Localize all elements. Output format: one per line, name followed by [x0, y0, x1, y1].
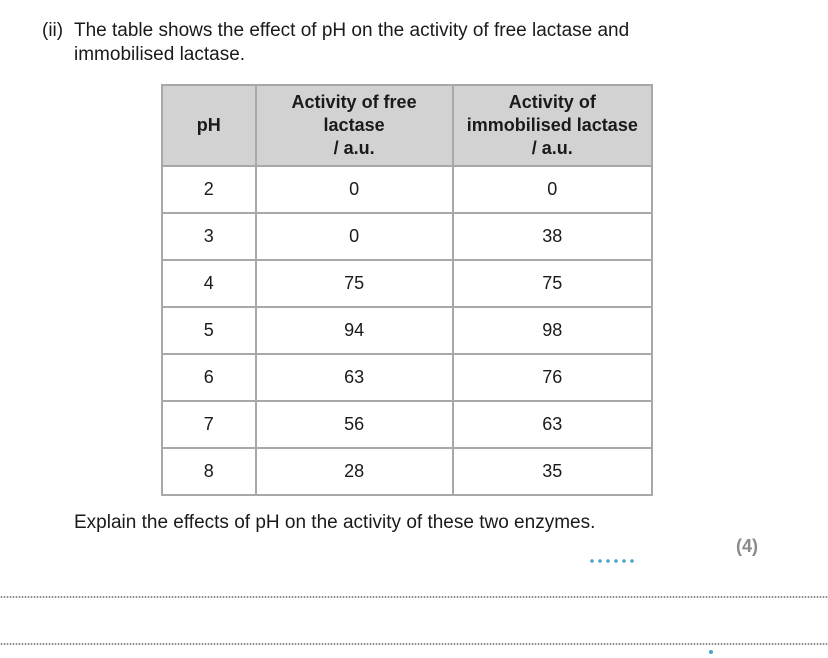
answer-line[interactable] — [0, 643, 828, 645]
cell-ph: 6 — [162, 354, 256, 401]
header-free-lactase — [256, 85, 453, 166]
question-prompt: Explain the effects of pH on the activity of these two enzymes. — [74, 512, 596, 533]
table-row — [162, 307, 652, 354]
header-immobilised-line-3: / a.u. — [531, 138, 573, 158]
cell-free-activity: 28 — [256, 448, 453, 495]
cell-free-activity: 56 — [256, 401, 453, 448]
cell-immobilised-activity: 75 — [453, 260, 652, 307]
cell-free-activity: 94 — [256, 307, 453, 354]
cell-immobilised-activity: 63 — [453, 401, 652, 448]
cell-ph: 3 — [162, 213, 256, 260]
header-immobilised-lactase — [453, 85, 652, 166]
cell-free-activity: 0 — [256, 213, 453, 260]
cell-ph: 8 — [162, 448, 256, 495]
dotted-marker — [588, 558, 636, 564]
cell-free-activity: 75 — [256, 260, 453, 307]
header-free-line-3: / a.u. — [333, 138, 375, 158]
header-immobilised-line-2: immobilised lactase — [466, 115, 638, 135]
marks-label: (4) — [736, 536, 758, 556]
cell-immobilised-activity: 76 — [453, 354, 652, 401]
header-immobilised-line-1: Activity of — [508, 92, 596, 112]
cell-free-activity: 63 — [256, 354, 453, 401]
header-free-line-1: Activity of free — [291, 92, 417, 112]
table-row — [162, 401, 652, 448]
cell-immobilised-activity: 0 — [453, 166, 652, 213]
table-row — [162, 354, 652, 401]
cell-ph: 4 — [162, 260, 256, 307]
cell-ph: 5 — [162, 307, 256, 354]
blue-dot-marker — [709, 650, 713, 654]
cell-ph: 7 — [162, 401, 256, 448]
question-number: (ii) — [42, 20, 64, 41]
cell-ph: 2 — [162, 166, 256, 213]
cell-immobilised-activity: 35 — [453, 448, 652, 495]
table-row — [162, 166, 652, 213]
header-free-line-2: lactase — [323, 115, 385, 135]
cell-free-activity: 0 — [256, 166, 453, 213]
table-row — [162, 448, 652, 495]
header-ph: pH — [162, 85, 256, 166]
table-row — [162, 213, 652, 260]
table-row — [162, 260, 652, 307]
table-header-row — [162, 85, 652, 166]
ph-activity-table — [161, 84, 653, 496]
cell-immobilised-activity: 98 — [453, 307, 652, 354]
answer-line[interactable] — [0, 596, 828, 598]
question-text: The table shows the effect of pH on the activity of free lactase and immobilised lactase. — [74, 20, 630, 65]
cell-immobilised-activity: 38 — [453, 213, 652, 260]
